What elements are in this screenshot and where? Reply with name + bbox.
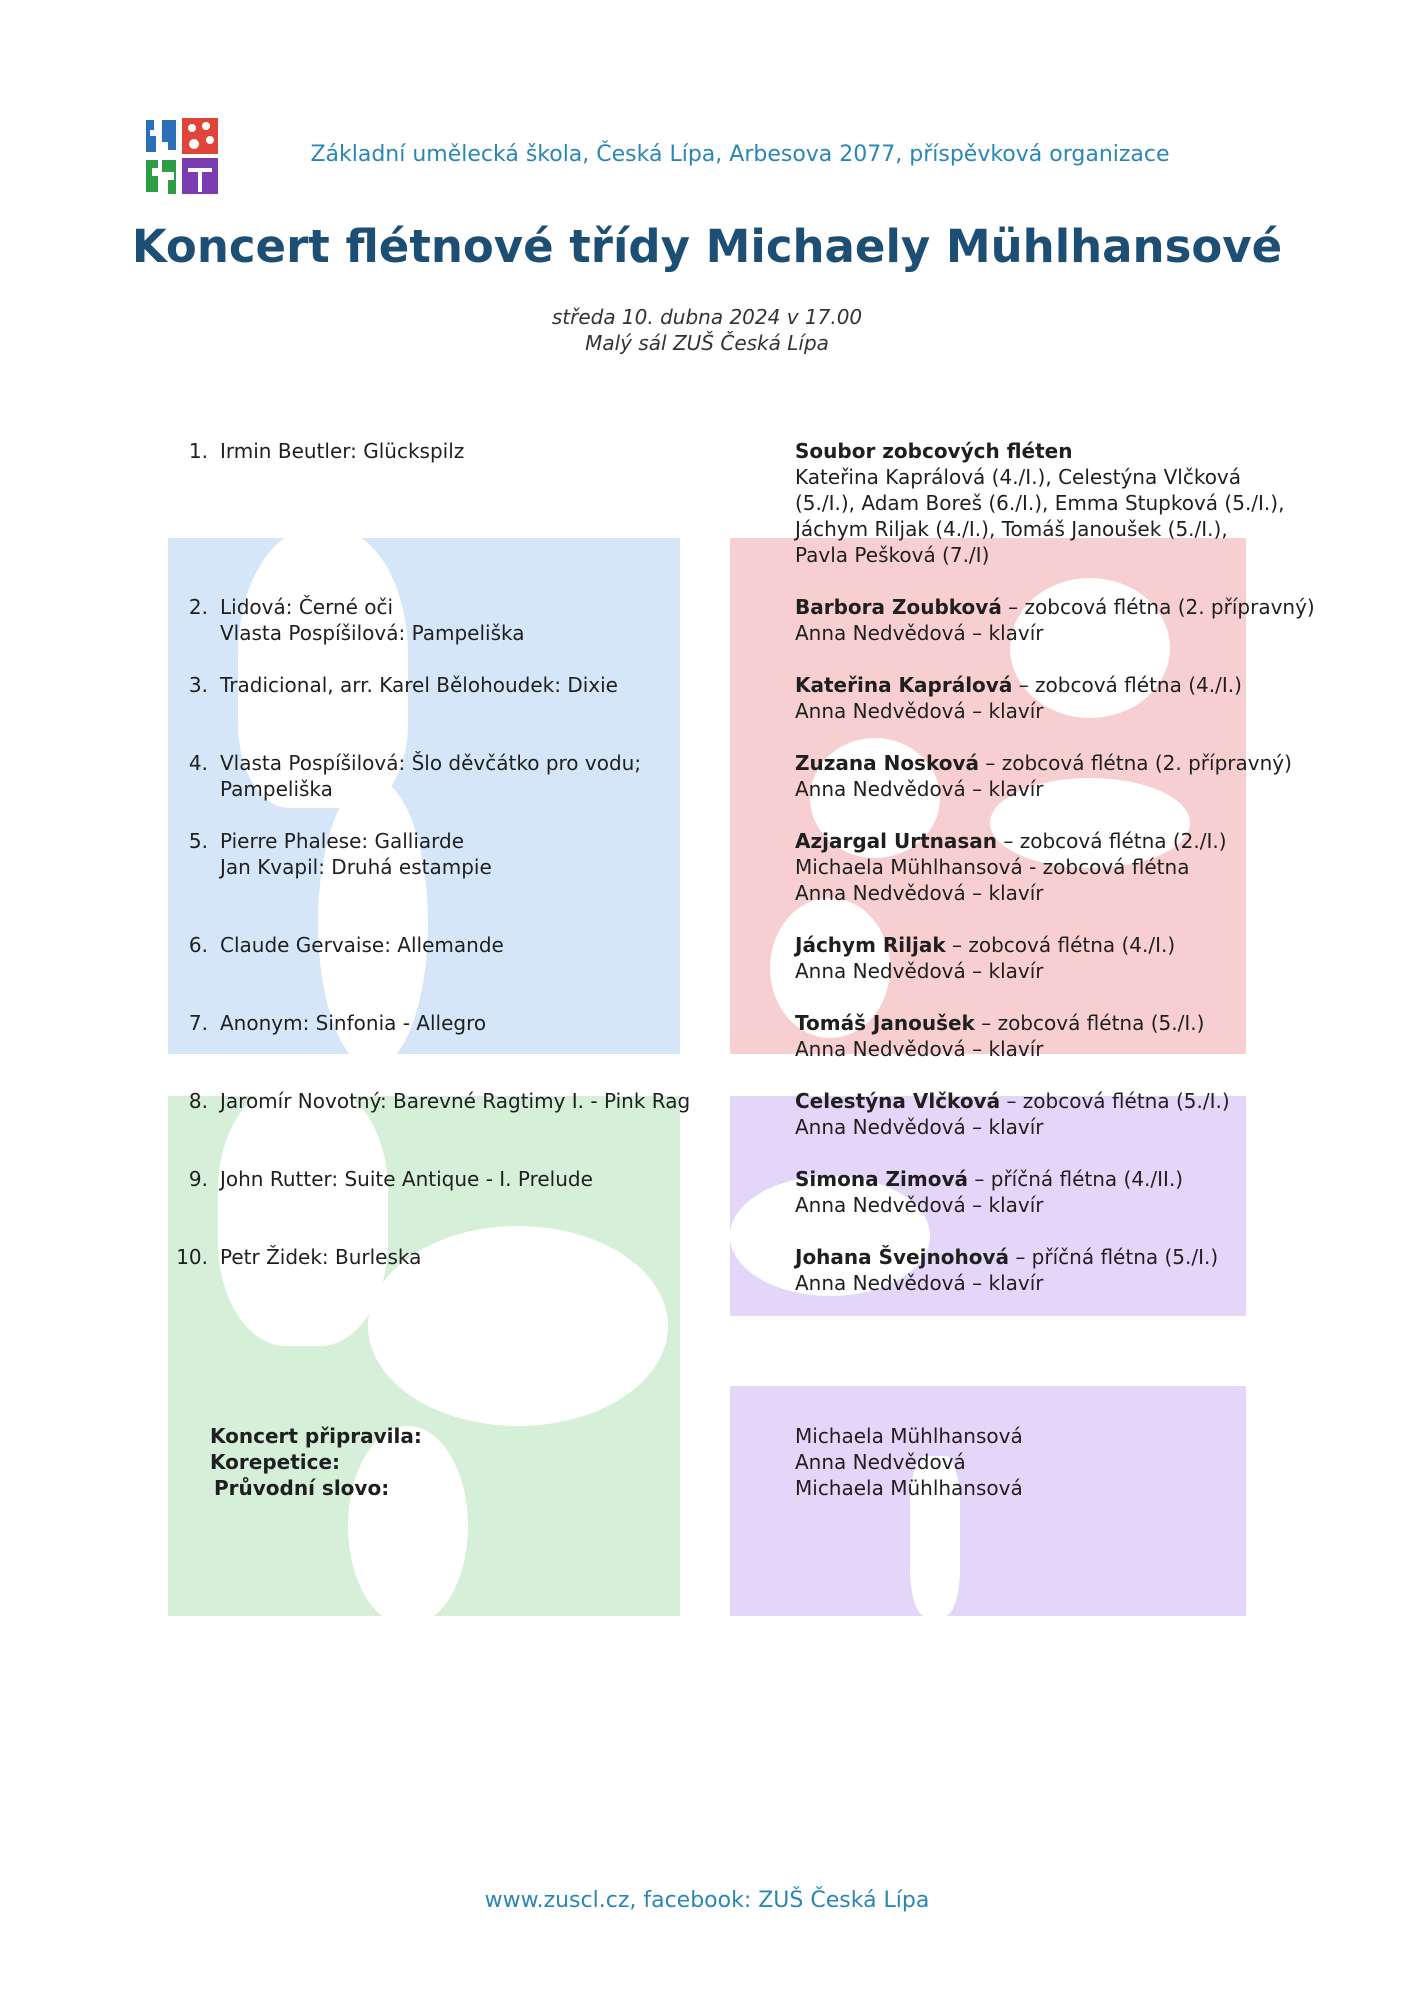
program-item-performer (795, 438, 1315, 568)
program-item-piece (220, 750, 710, 802)
performer-name: Johana Švejnohová (795, 1245, 1009, 1269)
performer-line (795, 1166, 1315, 1192)
piece-line: Claude Gervaise: Allemande (220, 933, 504, 957)
program-item-piece (220, 1088, 710, 1114)
performer-line (795, 1010, 1315, 1036)
credit-label: Korepetice: (210, 1450, 341, 1474)
program-item-number: 9. (188, 1167, 208, 1191)
performer-name: Jáchym Riljak (795, 933, 946, 957)
decor-shape (218, 1086, 388, 1346)
program-item-number: 3. (188, 673, 208, 697)
organization-name: Základní umělecká škola, Česká Lípa, Arbesova 2077, příspěvková organizace (310, 142, 1170, 167)
program-item-number: 6. (188, 933, 208, 957)
performer-extra-line: Anna Nedvědová – klavír (795, 621, 1044, 645)
performer-extra-line: Anna Nedvědová – klavír (795, 959, 1044, 983)
performer-line (795, 828, 1315, 854)
performer-extra-line: Michaela Mühlhansová - zobcová flétna (795, 855, 1190, 879)
program-item-performer (795, 672, 1315, 724)
program-item-piece (220, 438, 710, 464)
performer-extra-line: Anna Nedvědová – klavír (795, 699, 1044, 723)
program-item-number: 2. (188, 595, 208, 619)
program-item-piece (220, 932, 710, 958)
performer-extra-line: (5./I.), Adam Boreš (6./I.), Emma Stupková (5./I.), (795, 491, 1285, 515)
piece-line: Pierre Phalese: Galliarde (220, 829, 465, 853)
decor-shape (730, 1316, 1246, 1386)
program-item-number: 7. (188, 1011, 208, 1035)
footer-links[interactable]: www.zuscl.cz, facebook: ZUŠ Česká Lípa (484, 1888, 930, 1913)
piece-line: Petr Židek: Burleska (220, 1245, 422, 1269)
performer-extra-line: Kateřina Kaprálová (4./I.), Celestýna Vlčková (795, 465, 1242, 489)
performer-line (795, 594, 1315, 620)
program-item-performer (795, 828, 1315, 906)
performer-line (795, 1088, 1315, 1114)
program-item-performer (795, 1010, 1315, 1062)
credit-value: Anna Nedvědová (795, 1450, 966, 1474)
performer-line (795, 438, 1315, 464)
date-line: středa 10. dubna 2024 v 17.00 (551, 305, 863, 329)
credit-label: Průvodní slovo: (214, 1476, 390, 1500)
program-item-number: 4. (188, 751, 208, 775)
program-item-number: 1. (188, 439, 208, 463)
piece-line: John Rutter: Suite Antique - I. Prelude (220, 1167, 593, 1191)
performer-extra-line: Anna Nedvědová – klavír (795, 1115, 1044, 1139)
performer-extra-line: Anna Nedvědová – klavír (795, 1037, 1044, 1061)
credit-value: Michaela Mühlhansová (795, 1476, 1023, 1500)
piece-line: Pampeliška (220, 777, 333, 801)
piece-line: Vlasta Pospíšilová: Šlo děvčátko pro vodu; (220, 751, 642, 775)
performer-instrument: – zobcová flétna (2./I.) (997, 829, 1227, 853)
program-item-performer (795, 932, 1315, 984)
performer-instrument: – zobcová flétna (2. přípravný) (979, 751, 1292, 775)
program-item-piece (220, 828, 710, 880)
program-item-number: 8. (188, 1089, 208, 1113)
performer-name: Zuzana Nosková (795, 751, 979, 775)
program-item-number: 10. (176, 1245, 208, 1269)
performer-line (795, 932, 1315, 958)
program-item-number: 5. (188, 829, 208, 853)
piece-line: Lidová: Černé oči (220, 595, 394, 619)
performer-extra-line: Anna Nedvědová – klavír (795, 1271, 1044, 1295)
performer-name: Azjargal Urtnasan (795, 829, 998, 853)
performer-instrument: – zobcová flétna (5./I.) (1000, 1089, 1230, 1113)
credit-value: Michaela Mühlhansová (795, 1424, 1023, 1448)
venue-line: Malý sál ZUŠ Česká Lípa (585, 331, 829, 355)
program-item-piece (220, 1010, 710, 1036)
piece-line: Anonym: Sinfonia - Allegro (220, 1011, 487, 1035)
program-item-piece (220, 1244, 710, 1270)
performer-line (795, 672, 1315, 698)
program-item-performer (795, 1166, 1315, 1218)
performer-line (795, 750, 1315, 776)
piece-line: Jan Kvapil: Druhá estampie (220, 855, 492, 879)
performer-instrument: – zobcová flétna (2. přípravný) (1001, 595, 1315, 619)
performer-extra-line: Anna Nedvědová – klavír (795, 1193, 1044, 1217)
performer-name: Simona Zimová (795, 1167, 969, 1191)
performer-name: Kateřina Kaprálová (795, 673, 1013, 697)
performer-line (795, 1244, 1315, 1270)
performer-name: Soubor zobcových fléten (795, 439, 1073, 463)
page-title: Koncert flétnové třídy Michaely Mühlhansové (131, 220, 1283, 273)
piece-line: Tradicional, arr. Karel Bělohoudek: Dixie (220, 673, 618, 697)
performer-extra-line: Anna Nedvědová – klavír (795, 881, 1044, 905)
performer-extra-line: Anna Nedvědová – klavír (795, 777, 1044, 801)
performer-name: Barbora Zoubková (795, 595, 1002, 619)
performer-name: Tomáš Janoušek (795, 1011, 975, 1035)
performer-extra-line: Pavla Pešková (7./I) (795, 543, 990, 567)
performer-instrument: – příčná flétna (5./I.) (1008, 1245, 1219, 1269)
decor-shape (348, 1426, 468, 1626)
performer-instrument: – zobcová flétna (4./I.) (1012, 673, 1242, 697)
credit-label: Koncert připravila: (210, 1424, 422, 1448)
performer-extra-line: Jáchym Riljak (4./I.), Tomáš Janoušek (5./I.), (795, 517, 1228, 541)
school-logo-icon (140, 116, 222, 198)
piece-line: Jaromír Novotný: Barevné Ragtimy I. - Pink Rag (220, 1089, 691, 1113)
program-item-performer (795, 1244, 1315, 1296)
program-item-piece (220, 1166, 710, 1192)
program-item-piece (220, 672, 710, 698)
program-item-piece (220, 594, 710, 646)
performer-instrument: – příčná flétna (4./II.) (968, 1167, 1184, 1191)
performer-instrument: – zobcová flétna (4./I.) (945, 933, 1176, 957)
program-item-performer (795, 1088, 1315, 1140)
performer-name: Celestýna Vlčková (795, 1089, 1001, 1113)
performer-instrument: – zobcová flétna (5./I.) (974, 1011, 1205, 1035)
piece-line: Vlasta Pospíšilová: Pampeliška (220, 621, 525, 645)
program-item-performer (795, 750, 1315, 802)
piece-line: Irmin Beutler: Glückspilz (220, 439, 465, 463)
program-item-performer (795, 594, 1315, 646)
